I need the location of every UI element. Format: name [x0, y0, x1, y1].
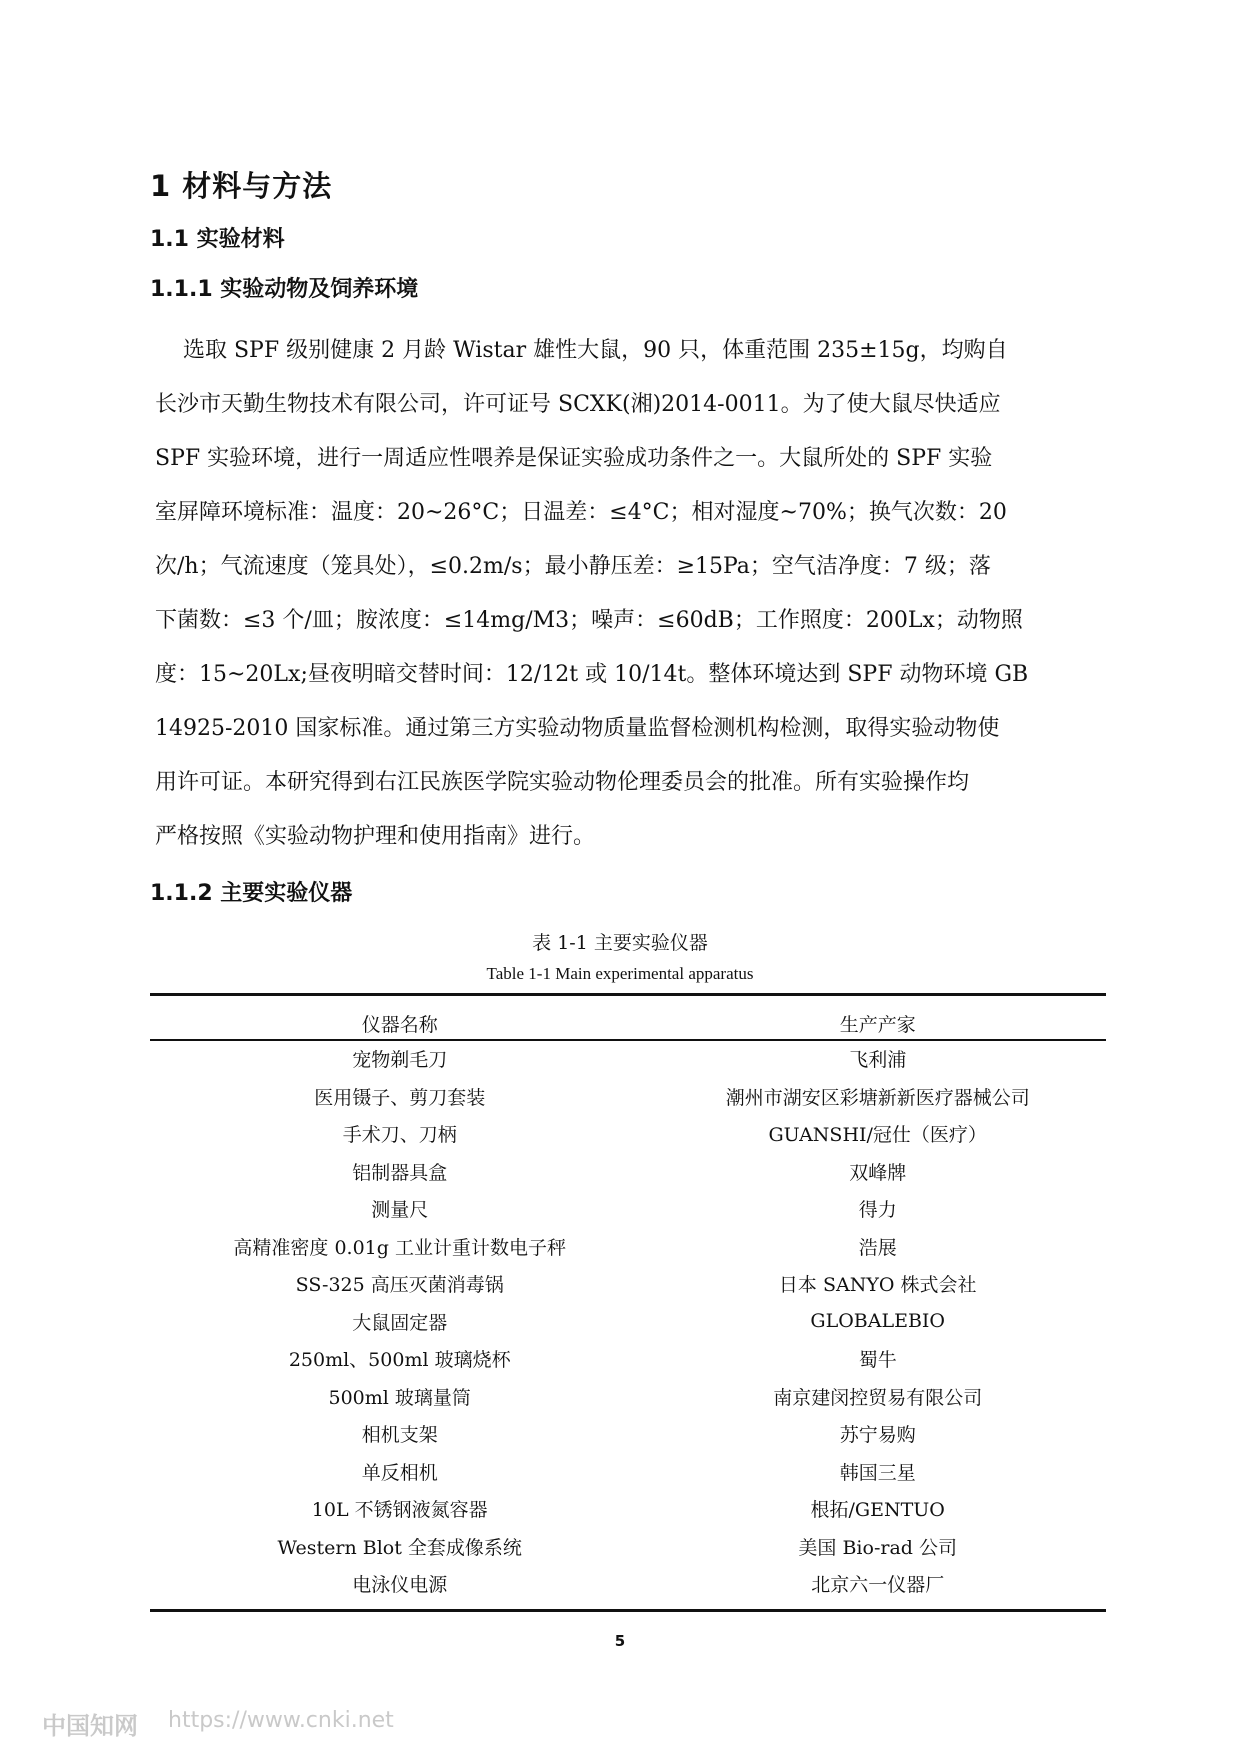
table-row	[150, 1565, 1106, 1603]
instrument-name-cell: 大鼠固定器	[352, 1311, 448, 1334]
table-bottom-rule	[150, 1609, 1106, 1612]
manufacturer-cell: 潮州市湖安区彩塘新新医疗器械公司	[725, 1086, 1030, 1109]
table-row	[150, 1115, 1106, 1153]
table-row	[150, 1190, 1106, 1228]
instrument-name-cell: 10L 不锈钢液氮容器	[311, 1499, 488, 1522]
table-row	[150, 1340, 1106, 1378]
instrument-name-cell: SS-325 高压灭菌消毒锅	[295, 1274, 504, 1297]
instrument-name-cell: 500ml 玻璃量筒	[328, 1386, 471, 1409]
table-body	[150, 1040, 1106, 1603]
table-caption-cn: 表 1-1 主要实验仪器	[532, 932, 708, 954]
instrument-name-cell: Western Blot 全套成像系统	[277, 1536, 522, 1559]
apparatus-table	[150, 1006, 1106, 1603]
manufacturer-cell: 南京建闵控贸易有限公司	[773, 1386, 983, 1409]
instrument-name-cell: 高精准密度 0.01g 工业计重计数电子秤	[233, 1236, 566, 1259]
manufacturer-cell: 根拓/GENTUO	[810, 1499, 945, 1522]
table-row	[150, 1453, 1106, 1491]
paragraph-line: 严格按照《实验动物护理和使用指南》进行。	[155, 824, 596, 849]
watermark-brand: 中国知网	[42, 1712, 138, 1740]
table-row	[150, 1078, 1106, 1116]
table-row	[150, 1040, 1106, 1078]
subsubsection-title-apparatus: 1.1.2 主要实验仪器	[150, 881, 353, 906]
table-header-cell: 生产产家	[839, 1013, 916, 1036]
manufacturer-cell: GLOBALEBIO	[810, 1310, 945, 1333]
table-row	[150, 1228, 1106, 1266]
manufacturer-cell: 得力	[858, 1199, 897, 1222]
table-header-rule	[150, 1039, 1106, 1041]
paragraph-line: 选取 SPF 级别健康 2 月龄 Wistar 雄性大鼠，90 只，体重范围 235±15g，均购自	[155, 338, 1008, 363]
instrument-name-cell: 宠物剃毛刀	[352, 1049, 448, 1072]
table-row	[150, 1265, 1106, 1303]
body-paragraph	[155, 324, 1070, 864]
instrument-name-cell: 250ml、500ml 玻璃烧杯	[288, 1349, 511, 1372]
instrument-name-cell: 相机支架	[361, 1424, 438, 1447]
paragraph-line: SPF 实验环境，进行一周适应性喂养是保证实验成功条件之一。大鼠所处的 SPF 实验	[155, 446, 993, 471]
subsection-title: 1.1 实验材料	[150, 227, 285, 252]
manufacturer-cell: 苏宁易购	[839, 1424, 916, 1447]
paragraph-line: 下菌数：≤3 个/皿；胺浓度：≤14mg/M3；噪声：≤60dB；工作照度：200Lx；动物照	[155, 608, 1023, 633]
manufacturer-cell: GUANSHI/冠仕（医疗）	[768, 1124, 987, 1147]
table-row	[150, 1490, 1106, 1528]
paragraph-line: 长沙市天勤生物技术有限公司，许可证号 SCXK(湘)2014-0011。为了使大鼠尽快适应	[155, 392, 1001, 417]
instrument-name-cell: 电泳仪电源	[352, 1574, 448, 1597]
table-row	[150, 1378, 1106, 1416]
instrument-name-cell: 手术刀、刀柄	[342, 1124, 457, 1147]
section-title: 1 材料与方法	[150, 169, 333, 203]
manufacturer-cell: 蜀牛	[858, 1349, 897, 1372]
page-number: 5	[614, 1632, 626, 1650]
manufacturer-cell: 飞利浦	[849, 1049, 907, 1072]
table-row	[150, 1528, 1106, 1566]
table-row	[150, 1415, 1106, 1453]
manufacturer-cell: 美国 Bio-rad 公司	[798, 1536, 957, 1559]
table-row	[150, 1303, 1106, 1341]
instrument-name-cell: 测量尺	[371, 1199, 429, 1222]
watermark-url: https://www.cnki.net	[168, 1708, 394, 1733]
table-header-row	[150, 1006, 1106, 1040]
manufacturer-cell: 日本 SANYO 株式会社	[778, 1274, 977, 1297]
manufacturer-cell: 北京六一仪器厂	[811, 1574, 945, 1597]
instrument-name-cell: 铝制器具盒	[352, 1161, 448, 1184]
table-header-cell: 仪器名称	[361, 1013, 438, 1036]
instrument-name-cell: 单反相机	[361, 1461, 438, 1484]
paragraph-line: 度：15~20Lx;昼夜明暗交替时间：12/12t 或 10/14t。整体环境达到 SPF 动物环境 GB	[155, 662, 1029, 687]
paragraph-line: 用许可证。本研究得到右江民族医学院实验动物伦理委员会的批准。所有实验操作均	[155, 770, 970, 795]
table-top-rule	[150, 993, 1106, 996]
manufacturer-cell: 双峰牌	[849, 1161, 907, 1184]
subsubsection-title-animals: 1.1.1 实验动物及饲养环境	[150, 277, 419, 302]
paragraph-line: 14925-2010 国家标准。通过第三方实验动物质量监督检测机构检测，取得实验动物使	[155, 716, 1000, 741]
table-row	[150, 1153, 1106, 1191]
paragraph-line: 次/h；气流速度（笼具处），≤0.2m/s；最小静压差：≥15Pa；空气洁净度：7 级；落	[155, 554, 991, 579]
instrument-name-cell: 医用镊子、剪刀套装	[314, 1086, 486, 1109]
manufacturer-cell: 韩国三星	[839, 1461, 916, 1484]
table-caption-en: Table 1-1 Main experimental apparatus	[486, 964, 754, 983]
manufacturer-cell: 浩展	[858, 1236, 897, 1259]
paragraph-line: 室屏障环境标准：温度：20~26°C；日温差：≤4°C；相对湿度~70%；换气次数：20	[155, 500, 1007, 525]
